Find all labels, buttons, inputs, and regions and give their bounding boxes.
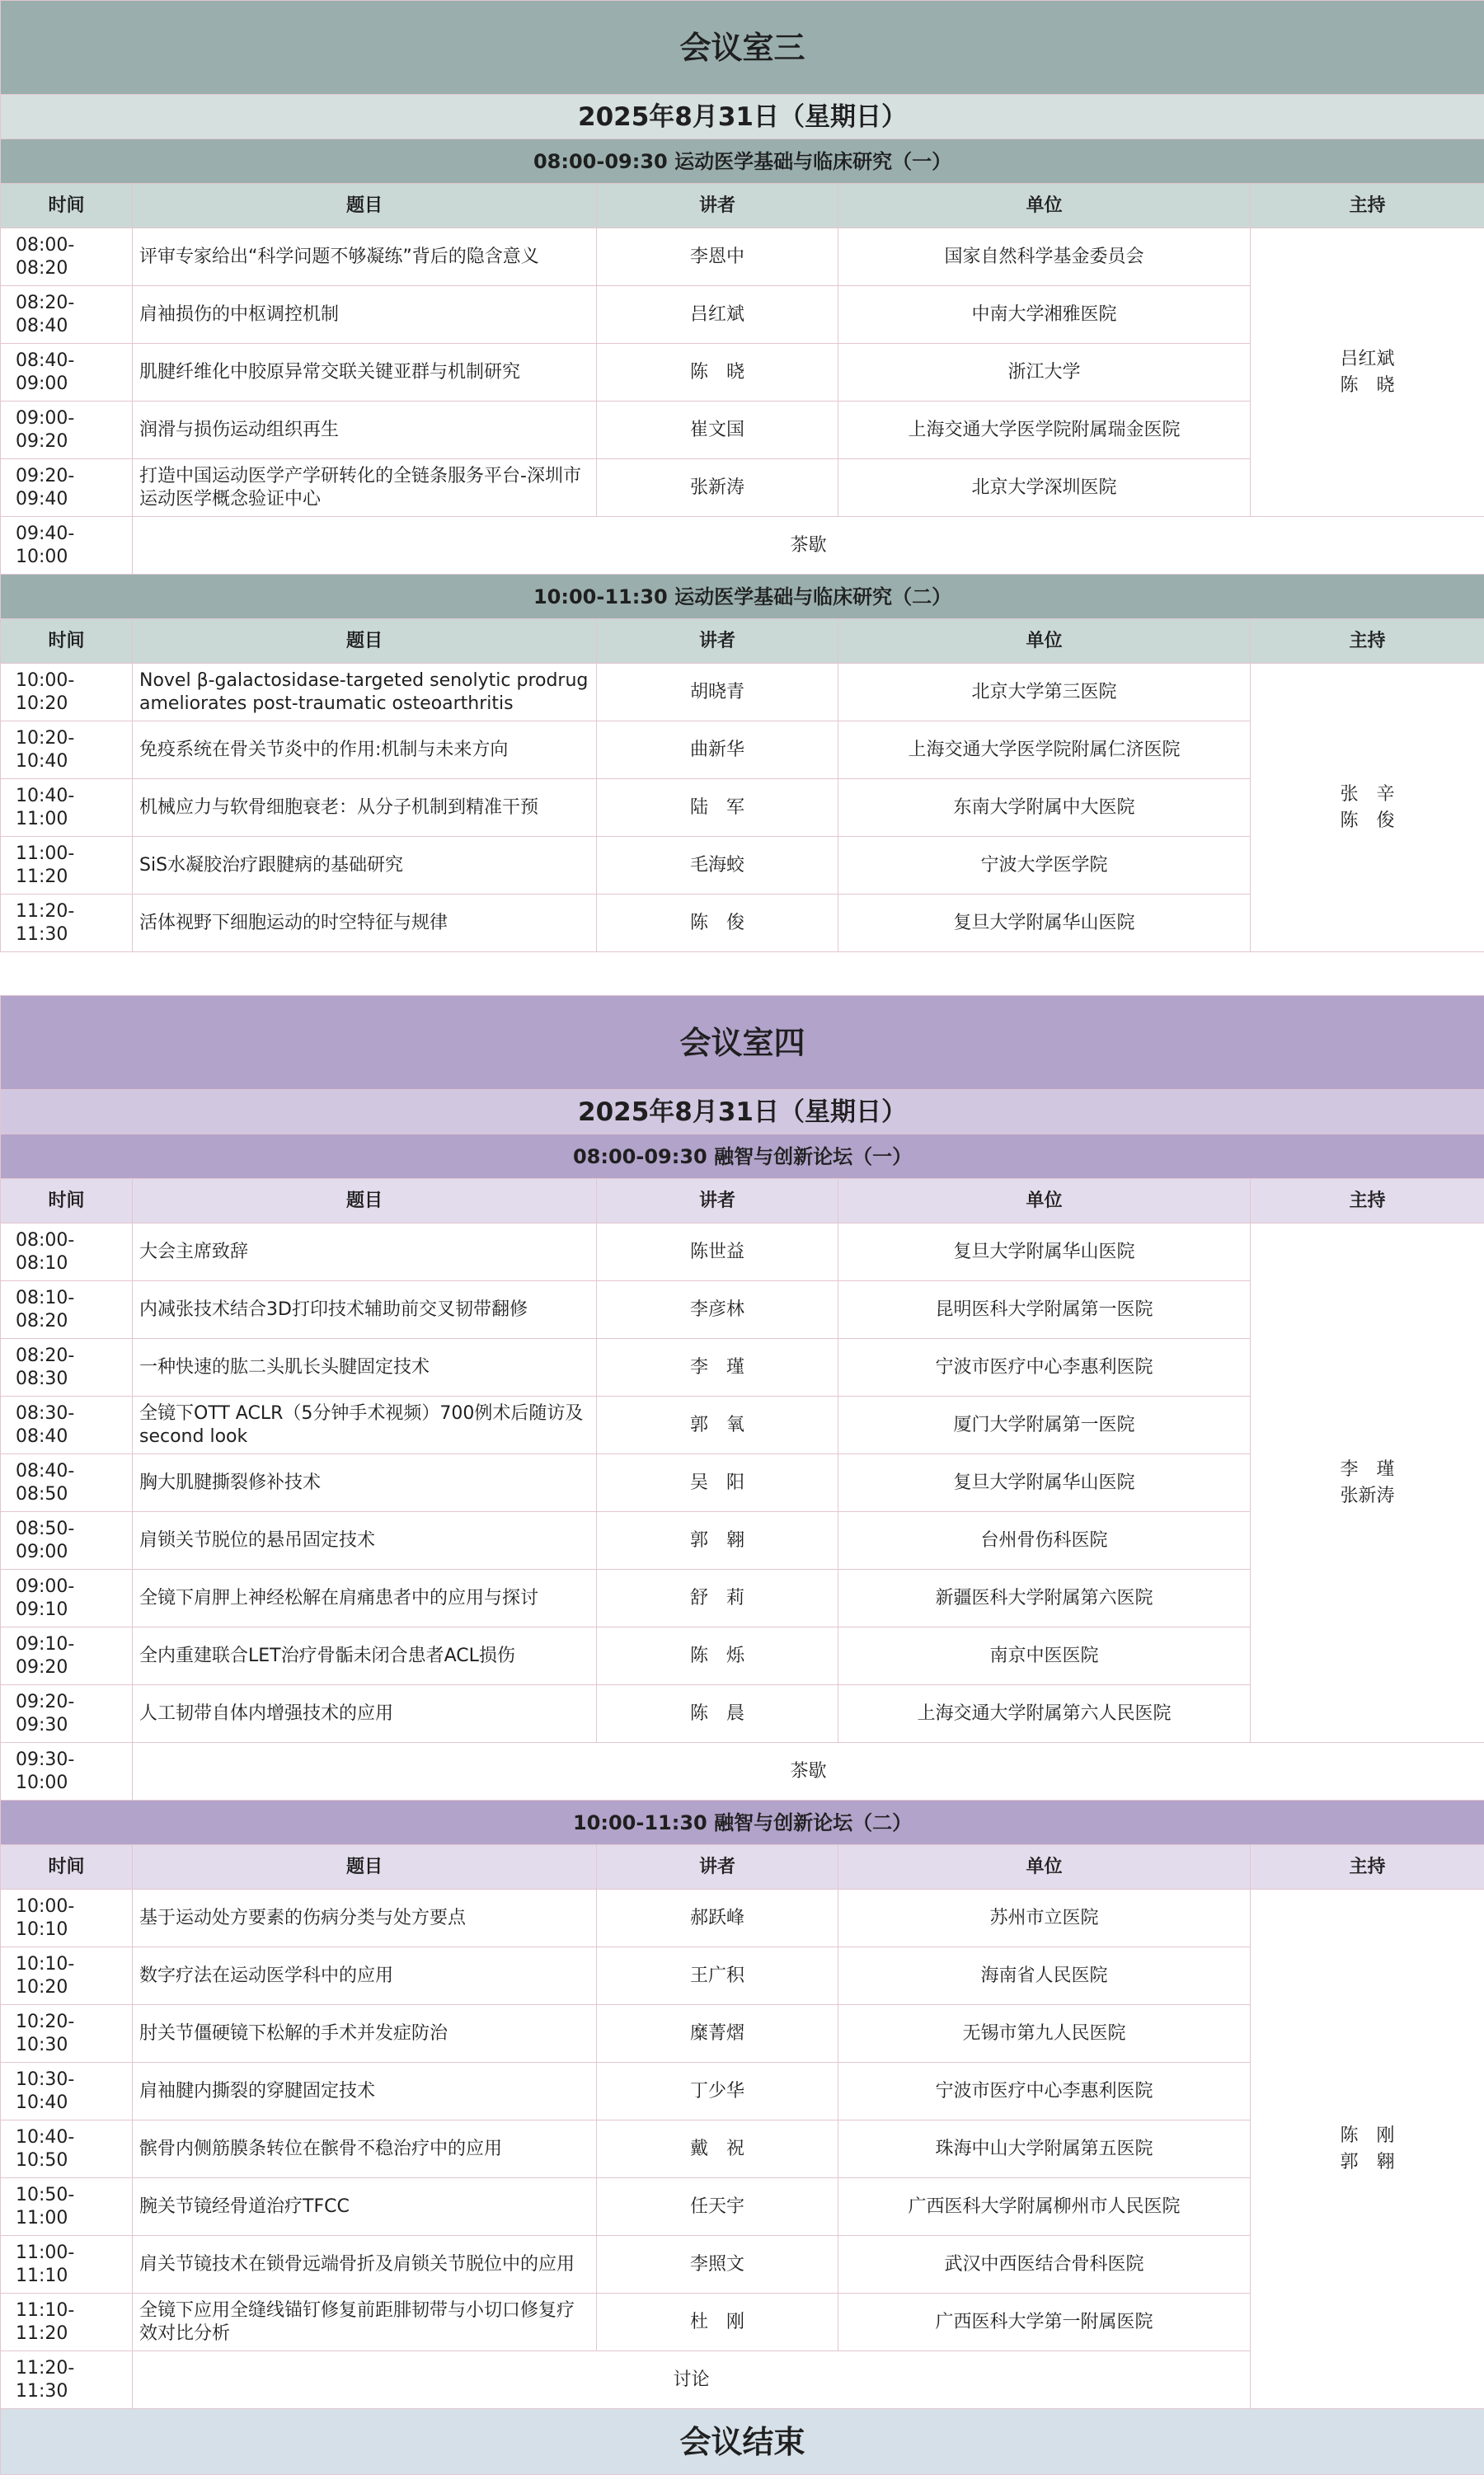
row-time: 10:20-10:30 — [1, 2005, 133, 2063]
row-time: 08:40-09:00 — [1, 344, 133, 402]
row-speaker: 李恩中 — [597, 228, 838, 286]
row-speaker: 崔文国 — [597, 402, 838, 459]
row-unit: 中南大学湘雅医院 — [838, 286, 1251, 344]
row-time: 08:10-08:20 — [1, 1281, 133, 1339]
break-time: 11:20-11:30 — [1, 2351, 133, 2409]
column-header-row — [1, 184, 1484, 228]
row-unit: 北京大学深圳医院 — [838, 459, 1251, 517]
row-speaker: 陆 军 — [597, 779, 838, 837]
table-row — [1, 228, 1484, 286]
row-speaker: 陈 晨 — [597, 1685, 838, 1743]
row-topic: 肘关节僵硬镜下松解的手术并发症防治 — [133, 2005, 597, 2063]
row-topic: 一种快速的肱二头肌长头腱固定技术 — [133, 1339, 597, 1397]
row-time: 08:00-08:10 — [1, 1223, 133, 1281]
row-topic: 评审专家给出“科学问题不够凝练”背后的隐含意义 — [133, 228, 597, 286]
row-unit: 上海交通大学附属第六人民医院 — [838, 1685, 1251, 1743]
col-topic-header: 题目 — [133, 1845, 597, 1890]
row-topic: 机械应力与软骨细胞衰老：从分子机制到精准干预 — [133, 779, 597, 837]
chair-name: 陈 晓 — [1257, 373, 1477, 399]
row-speaker: 李照文 — [597, 2236, 838, 2294]
chair-name: 李 瑾 — [1257, 1457, 1477, 1483]
room-separator — [0, 952, 1484, 995]
row-speaker: 吴 阳 — [597, 1454, 838, 1512]
row-topic: 免疫系统在骨关节炎中的作用:机制与未来方向 — [133, 721, 597, 779]
row-topic: 全内重建联合LET治疗骨骺未闭合患者ACL损伤 — [133, 1627, 597, 1685]
table-row — [1, 664, 1484, 721]
row-time: 10:30-10:40 — [1, 2063, 133, 2120]
col-chair-header: 主持 — [1251, 184, 1484, 228]
table-row — [1, 1890, 1484, 1947]
row-unit: 东南大学附属中大医院 — [838, 779, 1251, 837]
break-label: 茶歇 — [133, 517, 1484, 575]
room4-title: 会议室四 — [1, 996, 1484, 1090]
room3-session2-header: 10:00-11:30 运动医学基础与临床研究（二） — [1, 575, 1484, 619]
row-time: 09:20-09:40 — [1, 459, 133, 517]
row-topic: 肩袖腱内撕裂的穿腱固定技术 — [133, 2063, 597, 2120]
row-speaker: 陈世益 — [597, 1223, 838, 1281]
row-speaker: 丁少华 — [597, 2063, 838, 2120]
col-speaker-header: 讲者 — [597, 1179, 838, 1223]
room3-session1-header: 08:00-09:30 运动医学基础与临床研究（一） — [1, 139, 1484, 184]
row-topic: 数字疗法在运动医学科中的应用 — [133, 1947, 597, 2005]
row-unit: 北京大学第三医院 — [838, 664, 1251, 721]
row-topic: 打造中国运动医学产学研转化的全链条服务平台-深圳市运动医学概念验证中心 — [133, 459, 597, 517]
room3-session1-chairs — [1251, 228, 1484, 517]
row-time: 08:40-08:50 — [1, 1454, 133, 1512]
row-speaker: 戴 祝 — [597, 2120, 838, 2178]
row-time: 11:00-11:10 — [1, 2236, 133, 2294]
row-unit: 上海交通大学医学院附属瑞金医院 — [838, 402, 1251, 459]
row-unit: 厦门大学附属第一医院 — [838, 1397, 1251, 1454]
row-topic: 润滑与损伤运动组织再生 — [133, 402, 597, 459]
row-unit: 无锡市第九人民医院 — [838, 2005, 1251, 2063]
col-speaker-header: 讲者 — [597, 184, 838, 228]
row-time: 10:00-10:10 — [1, 1890, 133, 1947]
col-chair-header: 主持 — [1251, 1845, 1484, 1890]
col-chair-header: 主持 — [1251, 619, 1484, 664]
row-unit: 复旦大学附属华山医院 — [838, 1223, 1251, 1281]
row-speaker: 陈 烁 — [597, 1627, 838, 1685]
chair-name: 张 辛 — [1257, 782, 1477, 808]
row-unit: 南京中医医院 — [838, 1627, 1251, 1685]
room3-schedule-table — [0, 0, 1484, 952]
column-header-row — [1, 1845, 1484, 1890]
row-topic: 全镜下OTT ACLR（5分钟手术视频）700例术后随访及second look — [133, 1397, 597, 1454]
row-topic: 内减张技术结合3D打印技术辅助前交叉韧带翻修 — [133, 1281, 597, 1339]
row-topic: Novel β-galactosidase-targeted senolytic prodrug ameliorates post-traumatic osteoarthritis — [133, 664, 597, 721]
room3-session2-chairs — [1251, 664, 1484, 952]
row-unit: 广西医科大学第一附属医院 — [838, 2294, 1251, 2351]
row-topic: 髌骨内侧筋膜条转位在髌骨不稳治疗中的应用 — [133, 2120, 597, 2178]
row-time: 10:50-11:00 — [1, 2178, 133, 2236]
row-topic: 肩袖损伤的中枢调控机制 — [133, 286, 597, 344]
chair-name: 吕红斌 — [1257, 346, 1477, 373]
col-time-header: 时间 — [1, 1179, 133, 1223]
room3-title: 会议室三 — [1, 1, 1484, 95]
room3-date: 2025年8月31日（星期日） — [1, 95, 1484, 139]
row-time: 08:00-08:20 — [1, 228, 133, 286]
row-speaker: 吕红斌 — [597, 286, 838, 344]
col-time-header: 时间 — [1, 1845, 133, 1890]
row-speaker: 陈 俊 — [597, 895, 838, 952]
row-time: 11:10-11:20 — [1, 2294, 133, 2351]
row-speaker: 胡晓青 — [597, 664, 838, 721]
room4-session2-chairs — [1251, 1890, 1484, 2409]
row-time: 10:40-10:50 — [1, 2120, 133, 2178]
row-topic: 肩锁关节脱位的悬吊固定技术 — [133, 1512, 597, 1570]
chair-name: 陈 刚 — [1257, 2123, 1477, 2149]
row-topic: 全镜下应用全缝线锚钉修复前距腓韧带与小切口修复疗效对比分析 — [133, 2294, 597, 2351]
row-unit: 珠海中山大学附属第五医院 — [838, 2120, 1251, 2178]
col-unit-header: 单位 — [838, 184, 1251, 228]
col-topic-header: 题目 — [133, 619, 597, 664]
row-unit: 广西医科大学附属柳州市人民医院 — [838, 2178, 1251, 2236]
row-time: 11:20-11:30 — [1, 895, 133, 952]
row-speaker: 李 瑾 — [597, 1339, 838, 1397]
col-speaker-header: 讲者 — [597, 619, 838, 664]
row-unit: 海南省人民医院 — [838, 1947, 1251, 2005]
row-unit: 复旦大学附属华山医院 — [838, 1454, 1251, 1512]
table-row — [1, 1223, 1484, 1281]
break-row — [1, 1743, 1484, 1801]
row-speaker: 舒 莉 — [597, 1570, 838, 1627]
row-speaker: 曲新华 — [597, 721, 838, 779]
row-unit: 台州骨伤科医院 — [838, 1512, 1251, 1570]
row-unit: 宁波大学医学院 — [838, 837, 1251, 895]
chair-name: 郭 翱 — [1257, 2149, 1477, 2176]
row-time: 09:00-09:10 — [1, 1570, 133, 1627]
row-unit: 浙江大学 — [838, 344, 1251, 402]
row-time: 09:20-09:30 — [1, 1685, 133, 1743]
row-topic: 肌腱纤维化中胶原异常交联关键亚群与机制研究 — [133, 344, 597, 402]
row-time: 10:10-10:20 — [1, 1947, 133, 2005]
col-chair-header: 主持 — [1251, 1179, 1484, 1223]
col-topic-header: 题目 — [133, 1179, 597, 1223]
row-topic: 全镜下肩胛上神经松解在肩痛患者中的应用与探讨 — [133, 1570, 597, 1627]
row-topic: 肩关节镜技术在锁骨远端骨折及肩锁关节脱位中的应用 — [133, 2236, 597, 2294]
room4-session1-header: 08:00-09:30 融智与创新论坛（一） — [1, 1134, 1484, 1179]
row-time: 08:50-09:00 — [1, 1512, 133, 1570]
row-topic: 胸大肌腱撕裂修补技术 — [133, 1454, 597, 1512]
row-time: 09:00-09:20 — [1, 402, 133, 459]
row-unit: 上海交通大学医学院附属仁济医院 — [838, 721, 1251, 779]
row-unit: 苏州市立医院 — [838, 1890, 1251, 1947]
row-topic: 活体视野下细胞运动的时空特征与规律 — [133, 895, 597, 952]
row-speaker: 王广积 — [597, 1947, 838, 2005]
row-topic: 人工韧带自体内增强技术的应用 — [133, 1685, 597, 1743]
row-speaker: 郝跃峰 — [597, 1890, 838, 1947]
break-time: 09:40-10:00 — [1, 517, 133, 575]
row-time: 09:10-09:20 — [1, 1627, 133, 1685]
chair-name: 陈 俊 — [1257, 808, 1477, 834]
room4-date: 2025年8月31日（星期日） — [1, 1090, 1484, 1134]
row-speaker: 杜 刚 — [597, 2294, 838, 2351]
row-unit: 宁波市医疗中心李惠利医院 — [838, 1339, 1251, 1397]
col-topic-header: 题目 — [133, 184, 597, 228]
row-speaker: 李彦林 — [597, 1281, 838, 1339]
col-unit-header: 单位 — [838, 1179, 1251, 1223]
row-speaker: 郭 翱 — [597, 1512, 838, 1570]
row-time: 11:00-11:20 — [1, 837, 133, 895]
row-time: 10:20-10:40 — [1, 721, 133, 779]
row-unit: 武汉中西医结合骨科医院 — [838, 2236, 1251, 2294]
room4-session1-chairs — [1251, 1223, 1484, 1743]
row-speaker: 郭 氧 — [597, 1397, 838, 1454]
break-label: 茶歇 — [133, 1743, 1484, 1801]
row-unit: 国家自然科学基金委员会 — [838, 228, 1251, 286]
col-time-header: 时间 — [1, 184, 133, 228]
col-speaker-header: 讲者 — [597, 1845, 838, 1890]
break-row — [1, 517, 1484, 575]
conference-end-banner: 会议结束 — [1, 2409, 1484, 2475]
row-time: 10:00-10:20 — [1, 664, 133, 721]
break-time: 09:30-10:00 — [1, 1743, 133, 1801]
row-topic: SiS水凝胶治疗跟腱病的基础研究 — [133, 837, 597, 895]
row-speaker: 任天宇 — [597, 2178, 838, 2236]
row-speaker: 糜菁熠 — [597, 2005, 838, 2063]
row-topic: 腕关节镜经骨道治疗TFCC — [133, 2178, 597, 2236]
row-unit: 昆明医科大学附属第一医院 — [838, 1281, 1251, 1339]
column-header-row — [1, 1179, 1484, 1223]
row-topic: 基于运动处方要素的伤病分类与处方要点 — [133, 1890, 597, 1947]
break-label: 讨论 — [133, 2351, 1251, 2409]
row-time: 10:40-11:00 — [1, 779, 133, 837]
row-unit: 新疆医科大学附属第六医院 — [838, 1570, 1251, 1627]
room4-session2-header: 10:00-11:30 融智与创新论坛（二） — [1, 1801, 1484, 1845]
room4-schedule-table — [0, 995, 1484, 2475]
row-time: 08:20-08:40 — [1, 286, 133, 344]
row-speaker: 张新涛 — [597, 459, 838, 517]
row-speaker: 毛海蛟 — [597, 837, 838, 895]
column-header-row — [1, 619, 1484, 664]
row-time: 08:30-08:40 — [1, 1397, 133, 1454]
row-time: 08:20-08:30 — [1, 1339, 133, 1397]
row-topic: 大会主席致辞 — [133, 1223, 597, 1281]
row-speaker: 陈 晓 — [597, 344, 838, 402]
chair-name: 张新涛 — [1257, 1483, 1477, 1510]
col-time-header: 时间 — [1, 619, 133, 664]
row-unit: 宁波市医疗中心李惠利医院 — [838, 2063, 1251, 2120]
col-unit-header: 单位 — [838, 1845, 1251, 1890]
row-unit: 复旦大学附属华山医院 — [838, 895, 1251, 952]
col-unit-header: 单位 — [838, 619, 1251, 664]
